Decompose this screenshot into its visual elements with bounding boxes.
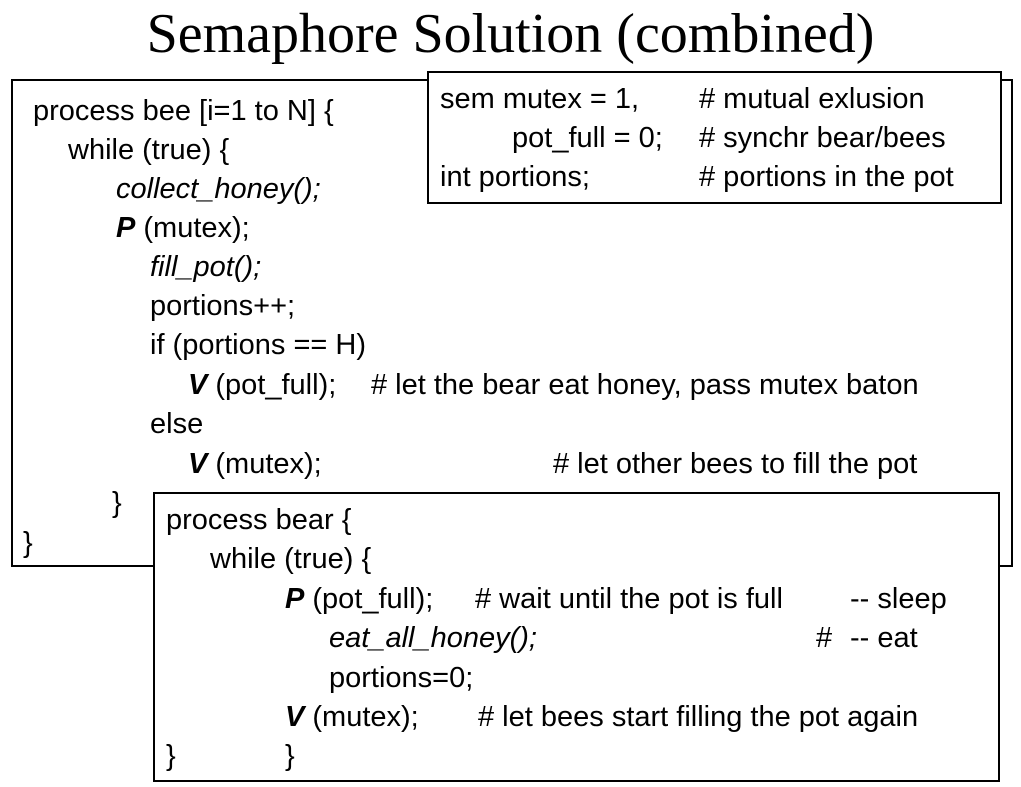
decl-portions: int portions; [440, 161, 590, 193]
bee-v-pot-full [188, 369, 336, 401]
bear-eat-comment: -- eat [850, 622, 918, 654]
bee-while: while (true) { [68, 134, 230, 166]
bear-v-mutex [285, 701, 419, 733]
p-keyword: P [116, 212, 136, 244]
bee-else: else [150, 408, 204, 440]
decl-portions-comment: # portions in the pot [699, 161, 954, 193]
bee-process-close: } [23, 527, 33, 559]
decl-mutex: sem mutex = 1, [440, 83, 640, 115]
v-keyword: V [285, 701, 305, 733]
decl-pot-full-comment: # synchr bear/bees [699, 122, 946, 154]
bee-v-pot-full-comment: # let the bear eat honey, pass mutex baton [371, 369, 919, 401]
bear-process-box [153, 492, 1000, 782]
bee-v-mutex [188, 448, 322, 480]
p-keyword: P [285, 583, 305, 615]
bee-header: process bee [i=1 to N] { [33, 95, 334, 127]
bee-p-mutex [116, 212, 250, 244]
decl-mutex-comment: # mutual exlusion [699, 83, 925, 115]
bear-eat-all-honey: eat_all_honey(); [329, 622, 537, 654]
bee-v-mutex-comment: # let other bees to fill the pot [553, 448, 918, 480]
p-argument: (pot_full); [304, 583, 434, 615]
v-keyword: V [188, 369, 208, 401]
v-argument: (mutex); [207, 448, 322, 480]
bear-v-comment: # let bees start filling the pot again [478, 701, 919, 733]
bee-if-statement: if (portions == H) [150, 329, 366, 361]
bee-fill-pot: fill_pot(); [150, 251, 262, 283]
bear-eat-hash: # [816, 622, 833, 654]
decl-pot-full: pot_full = 0; [512, 122, 663, 154]
v-argument: (mutex); [304, 701, 419, 733]
bear-while-close: } [285, 740, 295, 772]
bear-p-comment: # wait until the pot is full [475, 583, 783, 615]
bee-collect-honey: collect_honey(); [116, 173, 321, 205]
v-keyword: V [188, 448, 208, 480]
bear-header: process bear { [166, 504, 352, 536]
bee-portions-incr: portions++; [150, 290, 296, 322]
bear-reset-portions: portions=0; [329, 662, 474, 694]
bear-while: while (true) { [210, 543, 372, 575]
declarations-box [427, 71, 1002, 204]
bear-p-comment-sleep: -- sleep [850, 583, 947, 615]
p-argument: (mutex); [135, 212, 250, 244]
bear-p-pot-full [285, 583, 433, 615]
bee-while-close: } [112, 487, 122, 519]
v-argument: (pot_full); [207, 369, 337, 401]
bear-process-close: } [166, 740, 176, 772]
slide-title: Semaphore Solution (combined) [146, 3, 875, 65]
